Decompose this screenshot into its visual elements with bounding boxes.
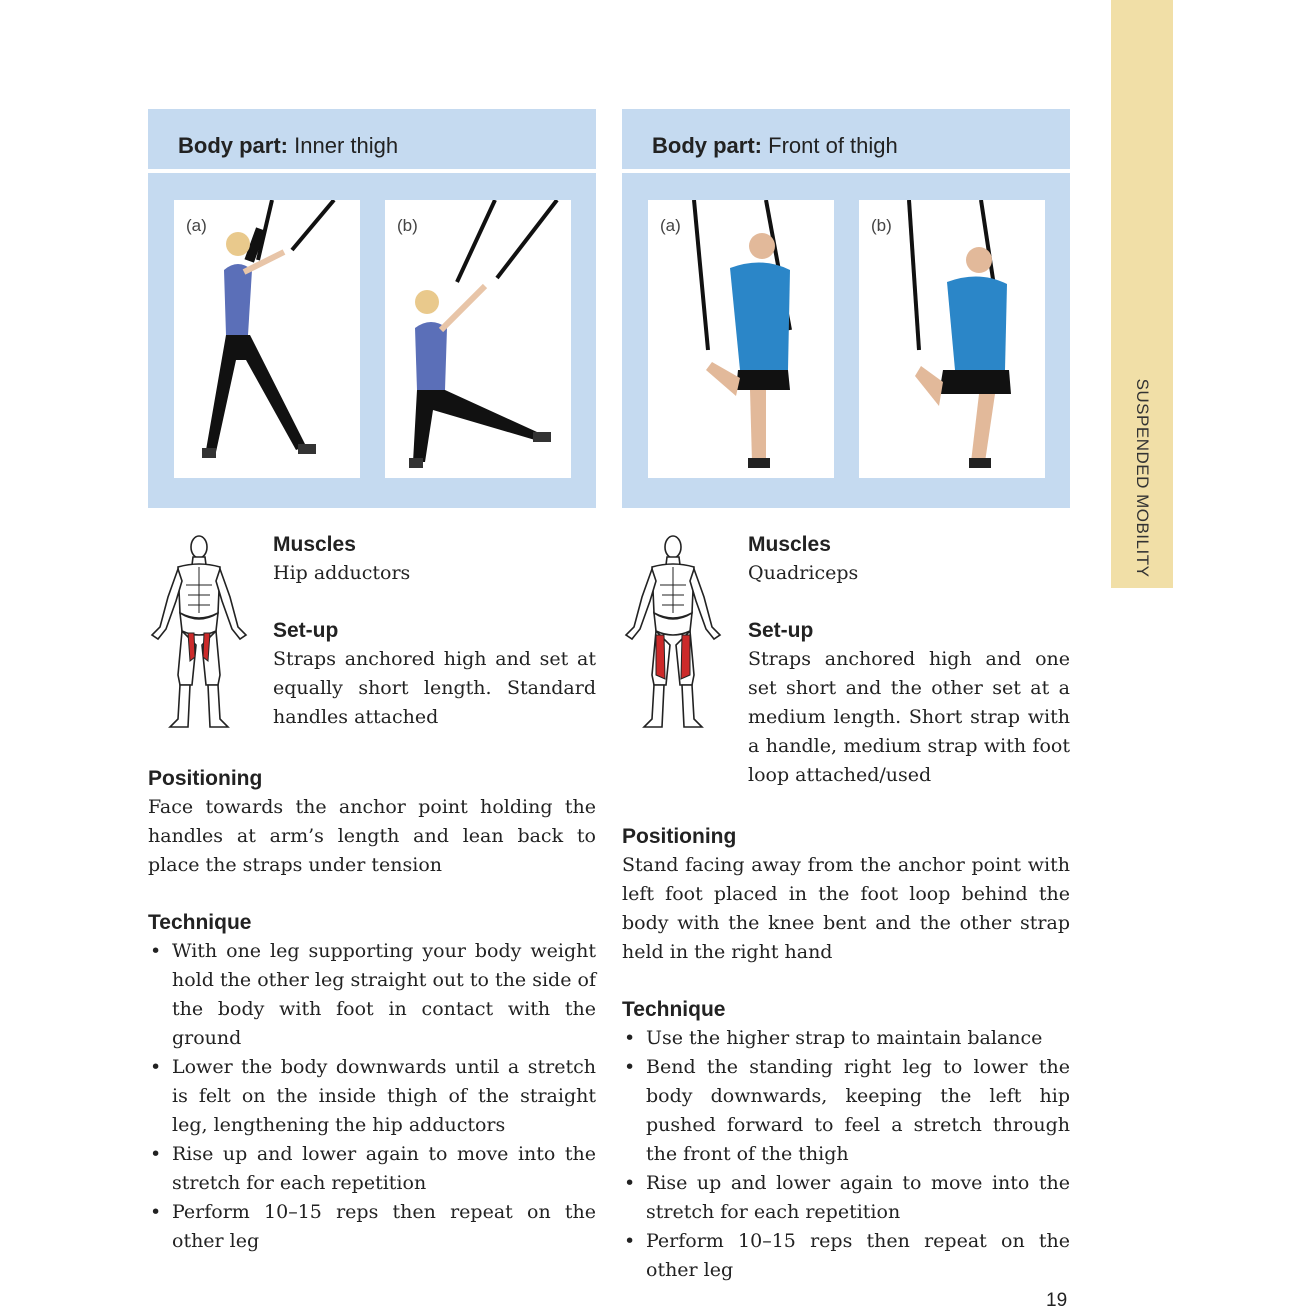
muscles-value: Quadriceps	[748, 562, 859, 584]
technique-item: • Rise up and lower again to move into the stretch for each repetition	[148, 1140, 596, 1198]
page-number: 19	[1046, 1290, 1068, 1311]
exercise-photo-b	[385, 200, 571, 478]
technique-item: • Lower the body downwards until a stretch is felt on the inside thigh of the straight leg, lengthening the hip adductors	[148, 1053, 596, 1140]
technique-item: • Perform 10–15 reps then repeat on the other leg	[148, 1198, 596, 1256]
setup-heading: Set-up	[748, 619, 814, 642]
body-part-value: Inner thigh	[294, 133, 399, 158]
muscles-heading: Muscles	[273, 533, 356, 556]
technique-heading: Technique	[622, 998, 726, 1021]
body-part-header	[622, 109, 1070, 169]
positioning-technique-block	[622, 823, 1070, 1285]
technique-item: • With one leg supporting your body weight hold the other leg straight out to the side of the body with foot in contact with the ground	[148, 937, 596, 1053]
exercise-panel-inner-thigh	[148, 109, 596, 508]
exercise-photo-b	[859, 200, 1045, 478]
muscles-setup-block	[748, 531, 1070, 790]
technique-item: • Rise up and lower again to move into the stretch for each repetition	[622, 1169, 1070, 1227]
positioning-text: Face towards the anchor point holding the handles at arm’s length and lean back to place the straps under tension	[148, 796, 596, 876]
exercise-photo-a	[648, 200, 834, 478]
muscle-diagram-quadriceps	[622, 535, 724, 731]
technique-item: • Bend the standing right leg to lower the body downwards, keeping the left hip pushed forward to feel a stretch through the front of the thigh	[622, 1053, 1070, 1169]
photo-label-b: (b)	[871, 216, 892, 235]
setup-text: Straps anchored high and one set short and the other set at a medium length. Short strap with a handle, medium strap with foot loop attached/used	[748, 648, 1070, 786]
technique-list	[148, 937, 596, 1256]
muscles-setup-block	[273, 531, 596, 732]
setup-text: Straps anchored high and set at equally short length. Standard handles attached	[273, 648, 596, 728]
technique-item: • Use the higher strap to maintain balance	[622, 1024, 1070, 1053]
section-side-tab-label: SUSPENDED MOBILITY	[1133, 378, 1152, 578]
body-part-label: Body part:	[652, 133, 769, 158]
setup-heading: Set-up	[273, 619, 339, 642]
photo-band	[622, 173, 1070, 508]
woman-standing-illustration	[174, 200, 360, 478]
positioning-technique-block	[148, 765, 596, 1256]
body-part-label: Body part:	[178, 133, 295, 158]
technique-list	[622, 1024, 1070, 1285]
section-side-tab	[1111, 0, 1173, 588]
photo-band	[148, 173, 596, 508]
photo-label-a: (a)	[186, 216, 207, 235]
muscles-heading: Muscles	[748, 533, 831, 556]
positioning-heading: Positioning	[148, 767, 263, 790]
positioning-text: Stand facing away from the anchor point with left foot placed in the foot loop behind the body with the knee bent and the other strap held in the right hand	[622, 854, 1070, 963]
technique-item: • Perform 10–15 reps then repeat on the other leg	[622, 1227, 1070, 1285]
body-part-header	[148, 109, 596, 169]
muscles-value: Hip adductors	[273, 562, 411, 584]
photo-label-b: (b)	[397, 216, 418, 235]
technique-heading: Technique	[148, 911, 252, 934]
woman-lunging-illustration	[385, 200, 571, 478]
man-standing-illustration	[648, 200, 834, 478]
man-squatting-illustration	[859, 200, 1045, 478]
exercise-photo-a	[174, 200, 360, 478]
muscle-diagram-adductors	[148, 535, 250, 731]
exercise-panel-front-thigh	[622, 109, 1070, 508]
positioning-heading: Positioning	[622, 825, 737, 848]
body-part-value: Front of thigh	[768, 133, 898, 158]
photo-label-a: (a)	[660, 216, 681, 235]
